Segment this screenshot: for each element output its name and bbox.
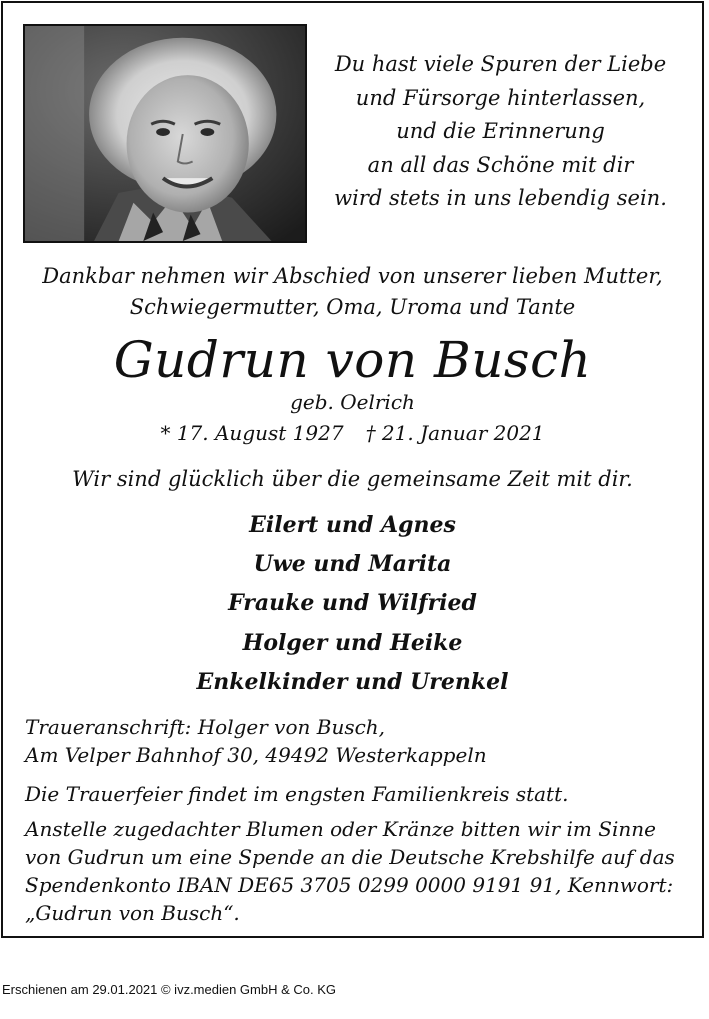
quote-line: und die Erinnerung (396, 119, 605, 143)
quote-line: Du hast viele Spuren der Liebe (334, 52, 667, 76)
death-date: † 21. Januar 2021 (365, 421, 545, 445)
farewell-intro (0, 261, 705, 323)
mourner-family: Holger und Heike (242, 629, 463, 656)
publication-footer: Erschienen am 29.01.2021 © ivz.medien GmbH & Co. KG (2, 982, 337, 997)
address-line: Am Velper Bahnhof 30, 49492 Westerkappeln (25, 743, 487, 767)
mourner-family: Frauke und Wilfried (228, 590, 477, 617)
birth-name: geb. Oelrich (290, 390, 415, 414)
donation-line: von Gudrun um eine Spende an die Deutsche Krebshilfe auf das (25, 845, 675, 869)
mourner-family: Eilert und Agnes (249, 512, 456, 538)
intro-line: Dankbar nehmen wir Abschied von unserer lieben Mutter, (42, 264, 663, 288)
mourner-family: Enkelkinder und Urenkel (196, 668, 509, 695)
donation-line: „Gudrun von Busch“. (25, 901, 240, 925)
mourners-list (0, 506, 705, 702)
intro-line: Schwiegermutter, Oma, Uroma und Tante (129, 295, 576, 319)
together-text: Wir sind glücklich über die gemeinsame Zeit mit dir. (72, 467, 633, 491)
life-dates (0, 419, 705, 447)
quote-line: und Fürsorge hinterlassen, (355, 85, 646, 110)
quote-line: wird stets in uns lebendig sein. (334, 186, 667, 210)
quote-line: an all das Schöne mit dir (367, 152, 634, 177)
mourner-family: Uwe und Marita (253, 551, 452, 578)
address-line: Traueranschrift: Holger von Busch, (25, 715, 386, 739)
birth-date: * 17. August 1927 (160, 421, 344, 445)
portrait-photo (23, 24, 307, 243)
ceremony-notice: Die Trauerfeier findet im engsten Familienkreis statt. (25, 782, 569, 806)
deceased-name: Gudrun von Busch (113, 331, 592, 389)
donation-line: Anstelle zugedachter Blumen oder Kränze bitten wir im Sinne (25, 817, 656, 841)
mourning-address (25, 713, 695, 769)
donation-line: Spendenkonto IBAN DE65 3705 0299 0000 9191 91, Kennwort: (25, 873, 674, 897)
memorial-quote (318, 48, 683, 216)
donation-notice (25, 815, 695, 927)
